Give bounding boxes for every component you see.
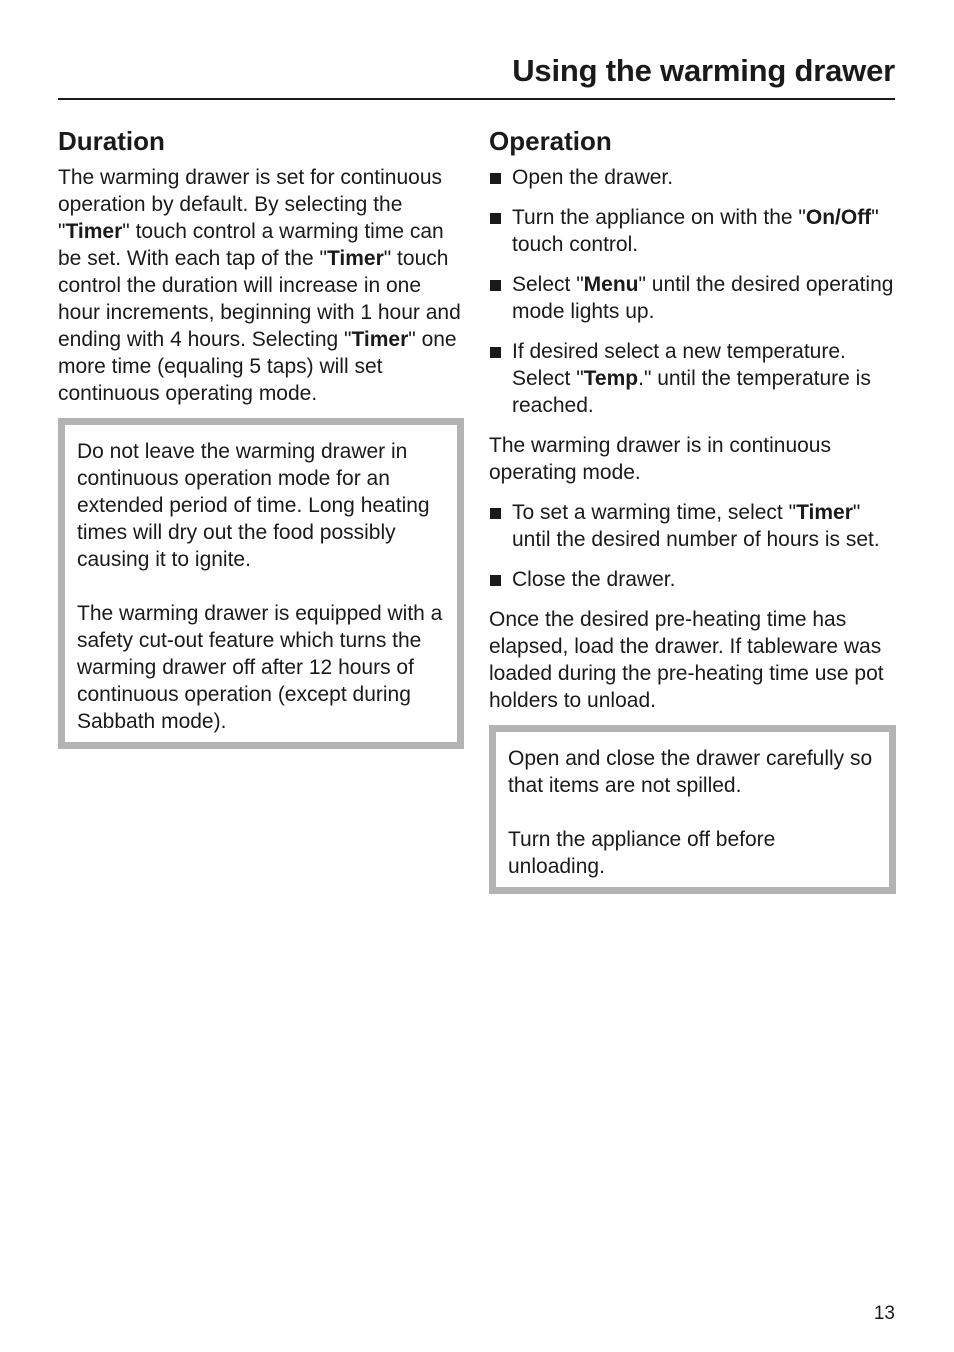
caution-paragraph: Open and close the drawer carefully so that items are not spilled. [508,747,873,797]
operation-heading: Operation [489,126,612,156]
timer-term: Timer [326,247,384,270]
continuous-mode-text: The warming drawer is in continuous operating mode. [489,434,831,484]
operation-section [489,124,896,894]
onoff-term: On/Off [805,206,872,229]
square-bullet-icon [490,213,501,224]
square-bullet-icon [490,347,501,358]
safety-cutout-paragraph: The warming drawer is equipped with a safety cut-out feature which turns the warming drawer off after 12 hours of continuous operation (except during Sabbath mode). [77,602,443,733]
caution-box [489,725,896,894]
page-number: 13 [873,1303,895,1324]
square-bullet-icon [490,280,501,291]
step-select-temperature: If desired select a new temperature. Select "Temp." until the temperature is reached. [489,338,896,419]
timer-term: Timer [351,328,409,351]
step-select-menu: Select "Menu" until the desired operating mode lights up. [489,271,896,325]
turn-off-paragraph: Turn the appliance off before unloading. [508,828,776,878]
page-title: Using the warming drawer [512,53,895,88]
warning-box [58,418,464,749]
step-close-drawer: Close the drawer. [489,566,896,593]
warning-paragraph: Do not leave the warming drawer in continuous operation mode for an extended period of time. Long heating times will dry out the food possibly causing it to ignite. [77,440,430,571]
step-turn-on: Turn the appliance on with the "On/Off" touch control. [489,204,896,258]
temp-term: Temp [583,367,639,390]
duration-heading: Duration [58,126,165,156]
title-divider [58,98,895,100]
timer-term: Timer [796,501,853,524]
square-bullet-icon [490,575,501,586]
step-set-timer: To set a warming time, select "Timer" until the desired number of hours is set. [489,499,896,553]
square-bullet-icon [490,508,501,519]
operation-steps-continued [489,499,896,593]
duration-paragraph: The warming drawer is set for continuous operation by default. By selecting the "Timer" touch control a warming time can be set. With each tap of the "Timer" touch control the duration will increase in one hour increments, beginning with 1 hour and ending with 4 hours. Selecting "Timer" one more time (equaling 5 taps) will set continuous operating mode. [58,166,461,405]
step-open-drawer: Open the drawer. [489,164,896,191]
square-bullet-icon [490,173,501,184]
preheat-text: Once the desired pre-heating time has elapsed, load the drawer. If tableware was loaded during the pre-heating time use pot holders to unload. [489,608,884,712]
operation-steps [489,164,896,419]
duration-section [58,124,464,749]
timer-term: Timer [65,220,123,243]
menu-term: Menu [583,273,639,296]
